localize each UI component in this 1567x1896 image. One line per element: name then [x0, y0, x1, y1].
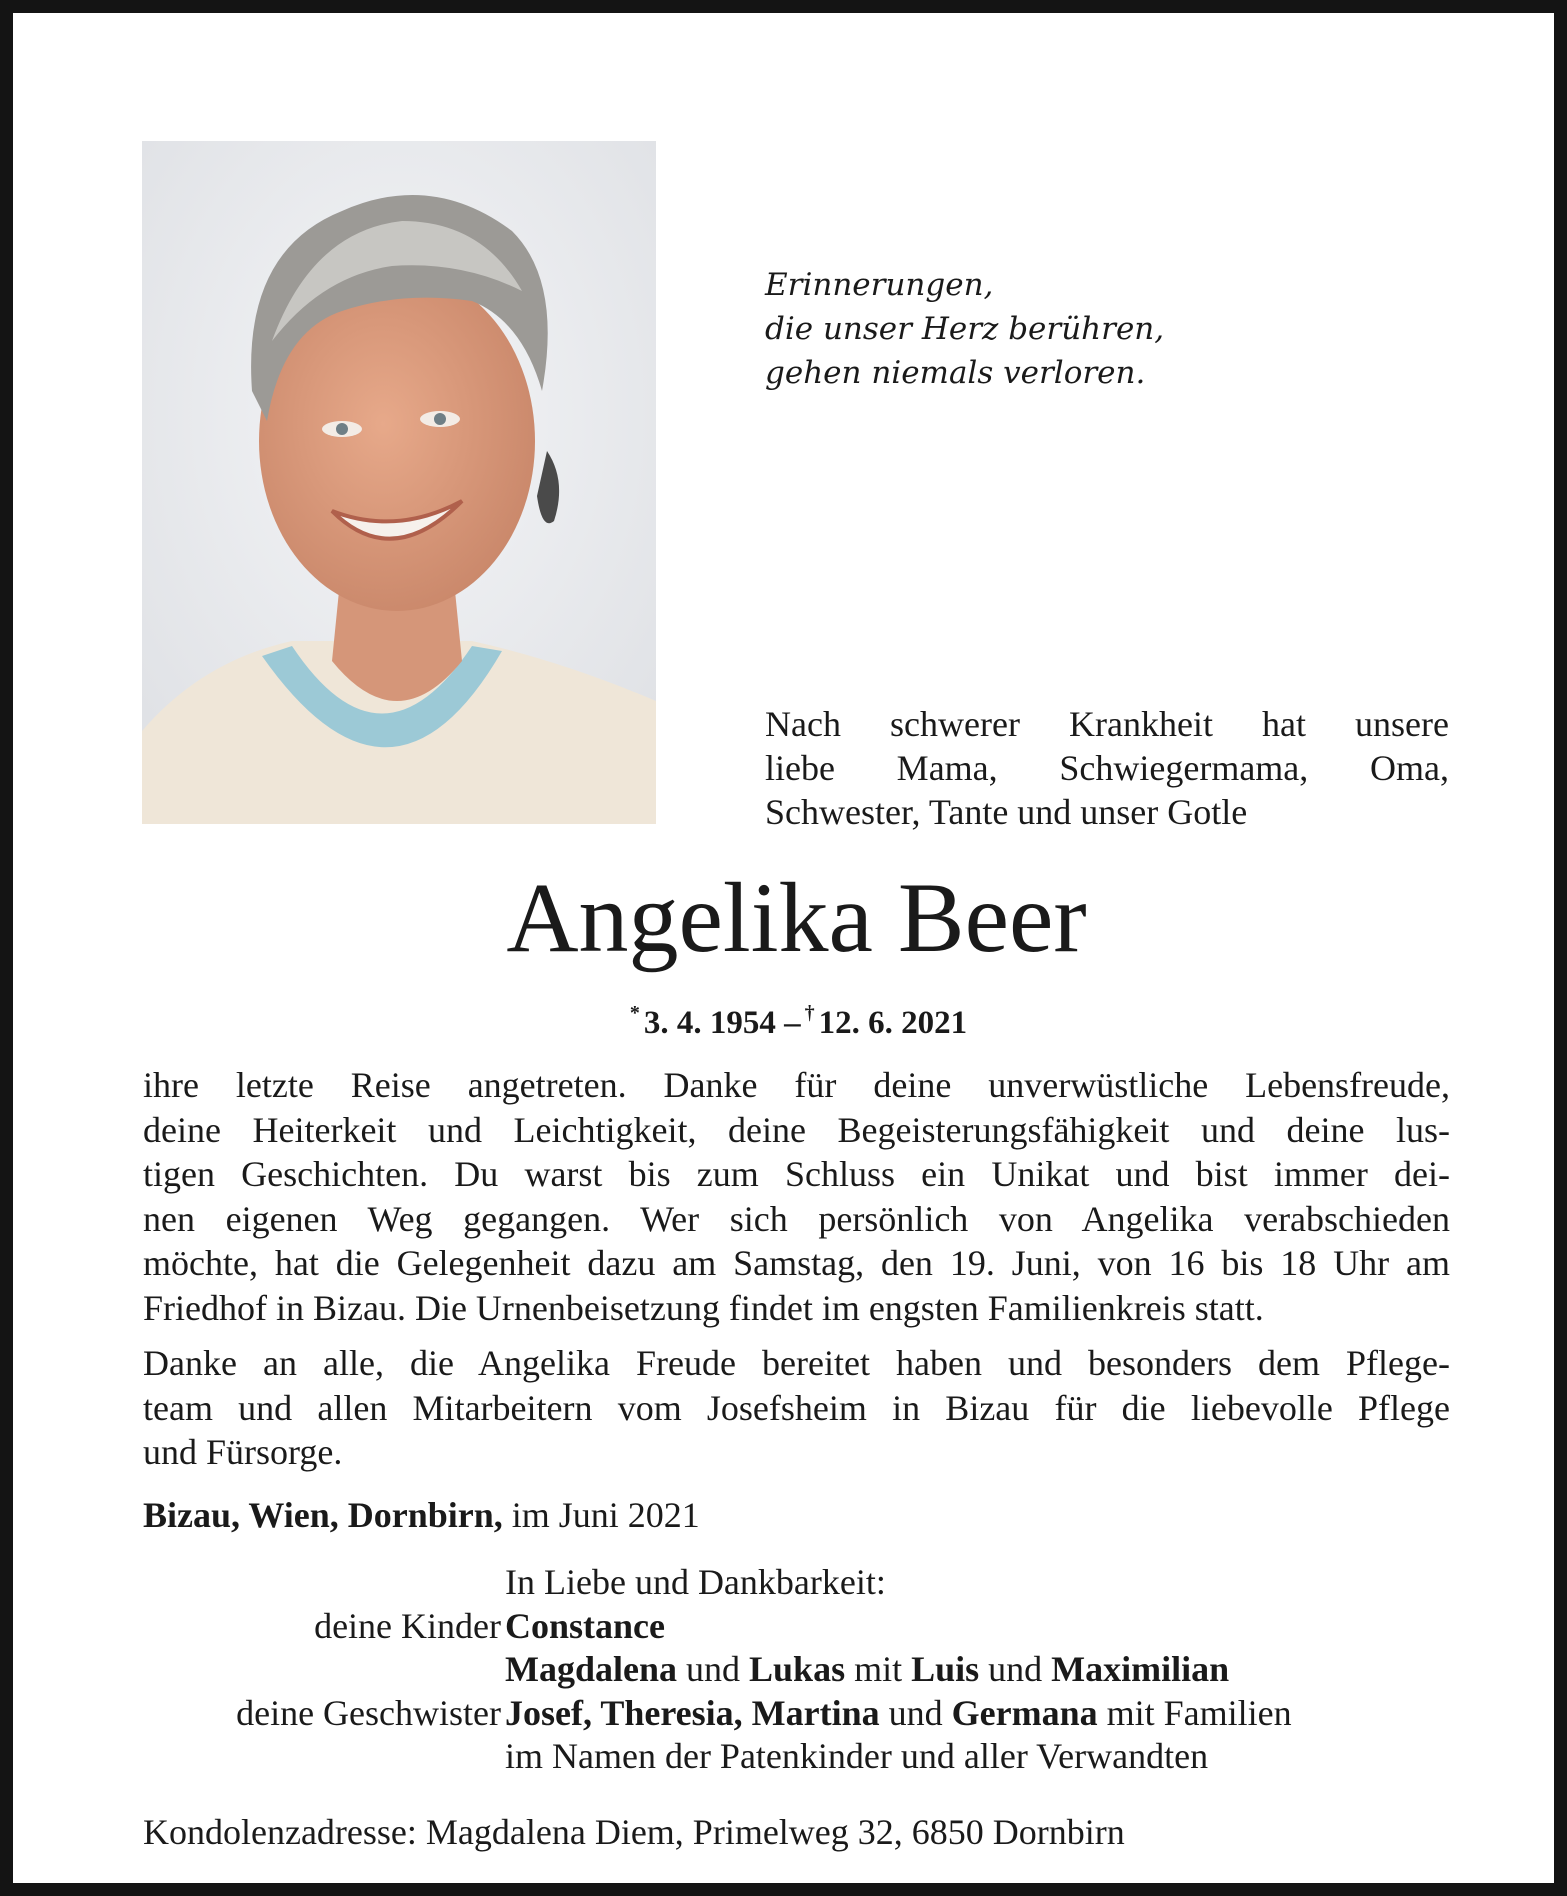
- grandchild-name: Luis: [911, 1649, 980, 1690]
- sibling-name: Germana: [951, 1692, 1098, 1733]
- portrait-photo: [142, 141, 656, 824]
- child-name: Constance: [505, 1605, 665, 1646]
- deceased-name: Angelika Beer: [506, 862, 1087, 973]
- conjunction: und: [888, 1692, 943, 1733]
- signature-block: [143, 1561, 1463, 1779]
- signature-heading: In Liebe und Dankbarkeit:: [505, 1562, 886, 1602]
- signature-closing: im Namen der Patenkinder und aller Verwandten: [505, 1736, 1209, 1777]
- poem-line: gehen niemals verloren.: [765, 355, 1146, 391]
- paragraph-line: und Fürsorge.: [143, 1432, 343, 1472]
- paragraph-line: tigen Geschichten. Du warst bis zum Schluss ein Unikat und bist immer dei-: [143, 1154, 1450, 1194]
- paragraph-line: ihre letzte Reise angetreten. Danke für deine unverwüstliche Lebensfreude,: [143, 1065, 1450, 1105]
- paragraph-line: nen eigenen Weg gegangen. Wer sich persönlich von Angelika verabschieden: [143, 1198, 1450, 1239]
- paragraph-line: Danke an alle, die Angelika Freude bereitet haben und besonders dem Pflege-: [143, 1343, 1450, 1383]
- paragraph-line: deine Heiterkeit und Leichtigkeit, deine Begeisterungsfähigkeit und deine lus-: [143, 1109, 1450, 1150]
- paragraph-line: Friedhof in Bizau. Die Urnenbeisetzung findet im engsten Familienkreis statt.: [143, 1287, 1264, 1328]
- poem-line: die unser Herz berühren,: [765, 311, 1165, 347]
- paragraph-line: team und allen Mitarbeitern vom Josefsheim in Bizau für die liebevolle Pflege: [143, 1387, 1450, 1428]
- intro-line: Schwester, Tante und unser Gotle: [765, 792, 1248, 832]
- siblings-label: deine Geschwister: [236, 1692, 501, 1733]
- death-date: 12. 6. 2021: [818, 1005, 968, 1041]
- paragraph-line: möchte, hat die Gelegenheit dazu am Samstag, den 19. Juni, von 16 bis 18 Uhr am: [143, 1243, 1450, 1283]
- death-symbol: †: [804, 1002, 815, 1024]
- intro-line: liebe Mama, Schwiegermama, Oma,: [765, 748, 1449, 788]
- conjunction: und: [686, 1649, 741, 1690]
- partner-name: Lukas: [749, 1649, 846, 1690]
- poem-line: Erinnerungen,: [765, 267, 994, 303]
- condolence-address: Kondolenzadresse: Magdalena Diem, Primelweg 32, 6850 Dornbirn: [143, 1812, 1125, 1852]
- conjunction: mit: [854, 1649, 903, 1690]
- place-month: im Juni 2021: [511, 1495, 700, 1535]
- birth-date: 3. 4. 1954: [643, 1005, 776, 1041]
- intro-line: Nach schwerer Krankheit hat unsere: [765, 704, 1449, 744]
- date-separator: –: [784, 1005, 801, 1041]
- sibling-names: Josef, Theresia, Martina: [505, 1692, 880, 1733]
- conjunction: und: [988, 1649, 1043, 1690]
- siblings-suffix: mit Familien: [1106, 1692, 1292, 1733]
- paragraph-thanks: [143, 1341, 1450, 1475]
- life-dates: [13, 991, 1567, 1045]
- paragraph-main: [143, 1063, 1450, 1330]
- birth-symbol: *: [629, 1002, 640, 1024]
- children-label: deine Kinder: [314, 1605, 501, 1646]
- grandchild-name: Maximilian: [1051, 1649, 1230, 1690]
- poem: [765, 263, 1164, 395]
- intro-text: [765, 702, 1449, 834]
- child-name: Magdalena: [505, 1649, 678, 1690]
- place-cities: Bizau, Wien, Dornbirn,: [143, 1495, 503, 1535]
- place-date: [143, 1493, 700, 1537]
